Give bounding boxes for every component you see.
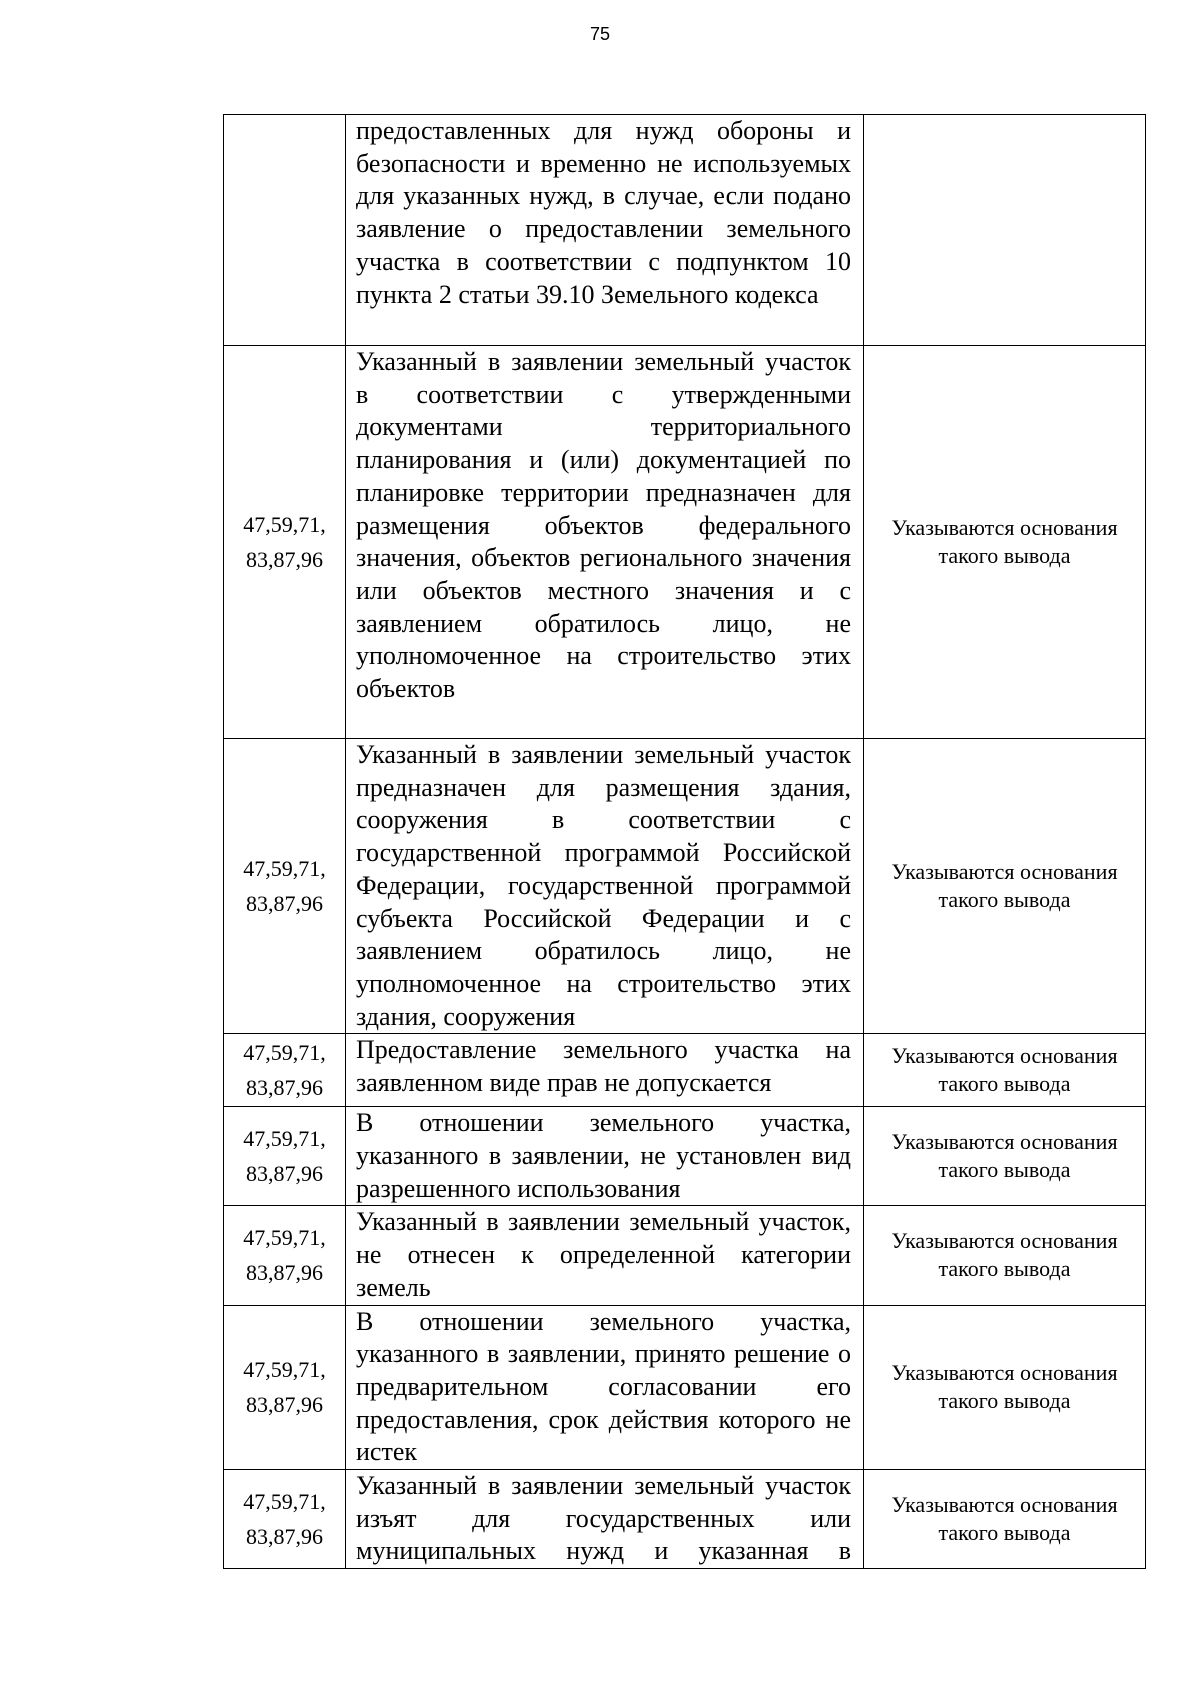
table-row xyxy=(224,739,1146,1034)
note-cell: Указываются основания такого вывода xyxy=(864,346,1146,739)
description-cell xyxy=(346,1206,864,1305)
description-cell xyxy=(346,1034,864,1107)
grounds-table xyxy=(223,114,1146,1569)
ref-cell: 47,59,71, 83,87,96 xyxy=(224,1305,346,1470)
description-cell xyxy=(346,115,864,346)
description-text: предоставленных для нужд обороны и безопасности и временно не используемых для указанных нужд, в случае, если подано заявление о предоставлении земельного участка в соответствии с подпунктом 10 пункта 2 статьи 39.10 Земельного кодекса xyxy=(356,116,851,309)
note-cell: Указываются основания такого вывода xyxy=(864,739,1146,1034)
table-row xyxy=(224,1206,1146,1305)
ref-cell: 47,59,71, 83,87,96 xyxy=(224,1107,346,1206)
description-cell xyxy=(346,1470,864,1569)
description-text: В отношении земельного участка, указанного в заявлении, не установлен вид разрешенного использования xyxy=(356,1108,851,1203)
ref-cell xyxy=(224,115,346,346)
description-cell xyxy=(346,346,864,739)
ref-cell: 47,59,71, 83,87,96 xyxy=(224,346,346,739)
description-text: Указанный в заявлении земельный участок предназначен для размещения здания, сооружения в соответствии с государственной программой Российской Федерации, государственной программой субъекта Российской Федерации и с заявлением обратилось лицо, не уполномоченное на строительство этих здания, сооружения xyxy=(356,740,851,1031)
table-row xyxy=(224,1305,1146,1470)
ref-cell: 47,59,71, 83,87,96 xyxy=(224,1206,346,1305)
description-text: Предоставление земельного участка на заявленном виде прав не допускается xyxy=(356,1035,851,1098)
table-row xyxy=(224,346,1146,739)
table-row xyxy=(224,1034,1146,1107)
table-row xyxy=(224,1470,1146,1569)
description-text: Указанный в заявлении земельный участок в соответствии с утвержденными документами территориального планирования и (или) документацией по планировке территории предназначен для размещения объектов федерального значения, объектов регионального значения или объектов местного значения и с заявлением обратилось лицо, не уполномоченное на строительство этих объектов xyxy=(356,347,851,704)
note-cell xyxy=(864,115,1146,346)
description-text: Указанный в заявлении земельный участок, не отнесен к определенной категории земель xyxy=(356,1207,851,1302)
note-cell: Указываются основания такого вывода xyxy=(864,1305,1146,1470)
table-row xyxy=(224,115,1146,346)
ref-cell: 47,59,71, 83,87,96 xyxy=(224,1034,346,1107)
note-cell: Указываются основания такого вывода xyxy=(864,1034,1146,1107)
ref-cell: 47,59,71, 83,87,96 xyxy=(224,739,346,1034)
description-text: В отношении земельного участка, указанного в заявлении, принято решение о предварительном согласовании его предоставления, срок действия которого не истек xyxy=(356,1306,851,1467)
note-cell: Указываются основания такого вывода xyxy=(864,1107,1146,1206)
page-number: 75 xyxy=(589,24,611,44)
note-cell: Указываются основания такого вывода xyxy=(864,1470,1146,1569)
description-cell xyxy=(346,1305,864,1470)
table-row xyxy=(224,1107,1146,1206)
ref-cell: 47,59,71, 83,87,96 xyxy=(224,1470,346,1569)
description-text: Указанный в заявлении земельный участок изъят для государственных или муниципальных нужд и указанная в xyxy=(356,1471,851,1566)
description-cell xyxy=(346,739,864,1034)
description-cell xyxy=(346,1107,864,1206)
note-cell: Указываются основания такого вывода xyxy=(864,1206,1146,1305)
